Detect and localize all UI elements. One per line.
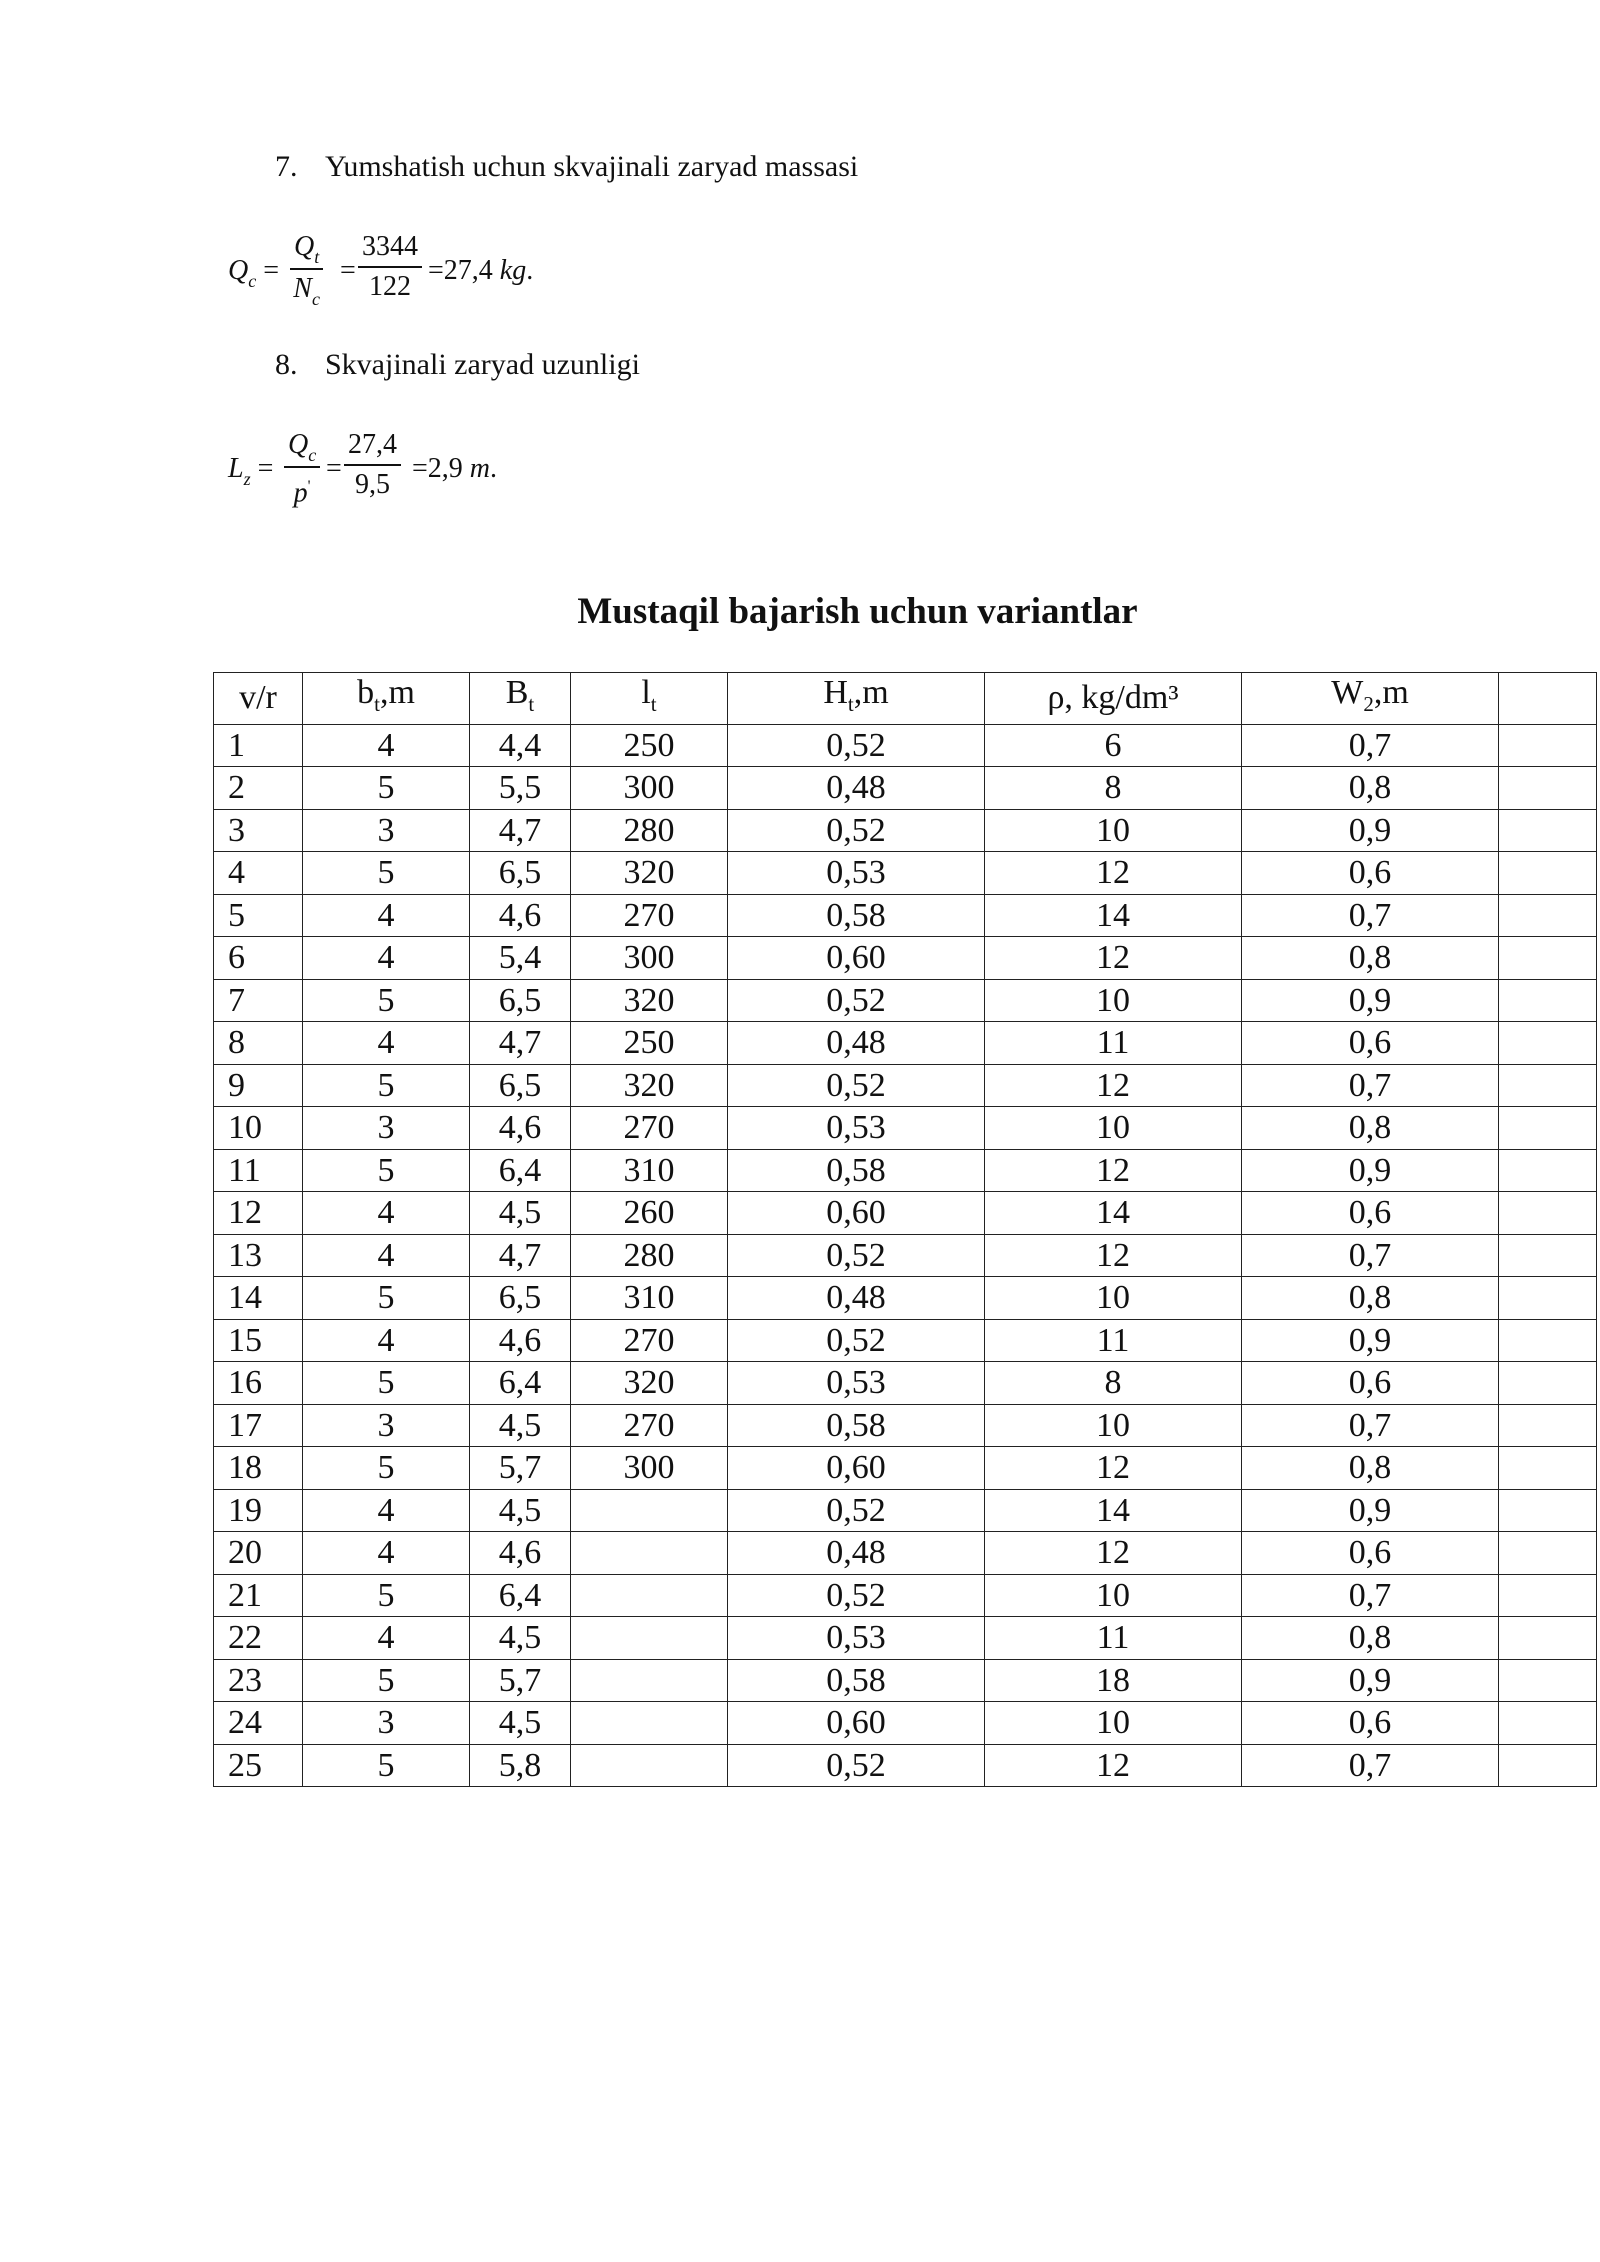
table-cell: 4,5	[470, 1404, 571, 1447]
table-cell	[1499, 767, 1597, 810]
table-cell	[1499, 809, 1597, 852]
table-cell: 0,8	[1242, 767, 1499, 810]
table-cell: 0,58	[728, 1149, 985, 1192]
table-cell: 0,9	[1242, 809, 1499, 852]
table-cell: 4	[303, 1319, 470, 1362]
fraction-numerator-sub: c	[308, 445, 317, 465]
fraction-denominator-sub: c	[311, 289, 320, 309]
table-cell: 0,9	[1242, 979, 1499, 1022]
table-cell: 22	[214, 1617, 303, 1660]
table-cell: 4	[303, 1532, 470, 1575]
table-cell: 0,52	[728, 809, 985, 852]
table-cell: 12	[985, 1064, 1242, 1107]
table-cell: 10	[985, 1277, 1242, 1320]
table-cell	[1499, 1022, 1597, 1065]
table-cell: 0,8	[1242, 1277, 1499, 1320]
table-cell: 10	[985, 1404, 1242, 1447]
table-cell: 0,60	[728, 937, 985, 980]
table-cell: 0,53	[728, 1362, 985, 1405]
table-cell: 0,52	[728, 1319, 985, 1362]
table-cell: 300	[571, 767, 728, 810]
table-row	[214, 1022, 1597, 1065]
table-cell: 12	[985, 1744, 1242, 1787]
table-cell: 4	[303, 1617, 470, 1660]
table-cell: 0,48	[728, 1532, 985, 1575]
table-cell: 0,52	[728, 724, 985, 767]
table-cell: 10	[985, 1574, 1242, 1617]
table-row	[214, 1532, 1597, 1575]
table-cell: 21	[214, 1574, 303, 1617]
table-cell	[571, 1489, 728, 1532]
table-cell: 4,6	[470, 1532, 571, 1575]
table-cell	[1499, 1744, 1597, 1787]
table-cell: 250	[571, 724, 728, 767]
list-item-8	[275, 348, 640, 382]
table-cell: 3	[303, 1404, 470, 1447]
table-cell	[1499, 1702, 1597, 1745]
table-cell	[1499, 1192, 1597, 1235]
table-cell: 0,52	[728, 1234, 985, 1277]
table-cell: 0,58	[728, 1659, 985, 1702]
table-cell: 0,60	[728, 1702, 985, 1745]
table-cell: 18	[985, 1659, 1242, 1702]
table-cell: 0,58	[728, 1404, 985, 1447]
table-cell	[1499, 1532, 1597, 1575]
fraction-numerator-value: 3344	[358, 228, 422, 268]
table-cell: 5	[303, 1447, 470, 1490]
formula-unit: m	[469, 453, 491, 484]
item-number: 8.	[275, 348, 298, 381]
table-cell: 12	[985, 1234, 1242, 1277]
table-row	[214, 1744, 1597, 1787]
table-cell: 0,9	[1242, 1319, 1499, 1362]
table-cell: 300	[571, 1447, 728, 1490]
fraction-symbolic	[290, 228, 323, 310]
table-cell: 23	[214, 1659, 303, 1702]
table-cell: 0,8	[1242, 1447, 1499, 1490]
column-header: $W_2,m$	[1242, 673, 1499, 725]
table-cell: 4,6	[470, 1319, 571, 1362]
table-cell: 8	[985, 1362, 1242, 1405]
table-cell: 270	[571, 1404, 728, 1447]
table-cell: 5	[303, 979, 470, 1022]
table-cell	[1499, 894, 1597, 937]
table-cell: 19	[214, 1489, 303, 1532]
fraction-denominator: N	[293, 273, 312, 304]
table-row	[214, 1064, 1597, 1107]
column-header: $l_t$	[571, 673, 728, 725]
table-cell	[1499, 1107, 1597, 1150]
fraction-numerator-value: 27,4	[344, 426, 401, 466]
table-row	[214, 1702, 1597, 1745]
table-cell	[1499, 724, 1597, 767]
table-cell: 20	[214, 1532, 303, 1575]
table-row	[214, 724, 1597, 767]
table-cell: 4	[303, 1489, 470, 1532]
table-cell: 11	[985, 1022, 1242, 1065]
item-text: Yumshatish uchun skvajinali zaryad massasi	[325, 150, 859, 183]
table-row	[214, 979, 1597, 1022]
table-cell: 14	[985, 1192, 1242, 1235]
table-cell: 0,6	[1242, 1362, 1499, 1405]
equals-sign: =	[412, 453, 428, 484]
table-cell: 0,6	[1242, 852, 1499, 895]
table-cell: 4	[303, 1192, 470, 1235]
table-row	[214, 1234, 1597, 1277]
table-body	[214, 724, 1597, 1787]
formula-result: 27,4	[443, 255, 493, 286]
table-cell: 0,53	[728, 852, 985, 895]
table-cell: 6,5	[470, 1064, 571, 1107]
table-cell: 12	[985, 937, 1242, 980]
table-cell: 10	[985, 1702, 1242, 1745]
table-cell	[1499, 1574, 1597, 1617]
table-cell: 10	[985, 809, 1242, 852]
table-cell: 4,7	[470, 1022, 571, 1065]
table-cell: 6,5	[470, 1277, 571, 1320]
column-header: $b_t,m$	[303, 673, 470, 725]
fraction-numerator: Q	[294, 231, 315, 262]
table-cell: 11	[214, 1149, 303, 1192]
table-cell: 0,52	[728, 1574, 985, 1617]
table-cell: 4,6	[470, 1107, 571, 1150]
column-header: v/r	[214, 673, 303, 725]
table-cell: 4	[303, 937, 470, 980]
table-cell: 260	[571, 1192, 728, 1235]
table-cell: 310	[571, 1277, 728, 1320]
table-cell: 6,5	[470, 852, 571, 895]
table-cell: 7	[214, 979, 303, 1022]
table-cell: 12	[985, 1447, 1242, 1490]
table-cell: 270	[571, 894, 728, 937]
table-cell: 18	[214, 1447, 303, 1490]
table-cell: 0,52	[728, 1064, 985, 1107]
table-cell: 4,7	[470, 809, 571, 852]
table-row	[214, 1362, 1597, 1405]
table-cell: 12	[985, 852, 1242, 895]
table-cell: 4	[303, 1022, 470, 1065]
table-cell: 320	[571, 852, 728, 895]
table-cell: 14	[985, 894, 1242, 937]
table-cell: 0,60	[728, 1192, 985, 1235]
formula-lhs-sub: z	[243, 469, 251, 489]
table-cell: 6,4	[470, 1362, 571, 1405]
equals-sign: =	[326, 453, 342, 484]
table-cell: 11	[985, 1319, 1242, 1362]
table-cell: 0,53	[728, 1107, 985, 1150]
table-cell: 270	[571, 1319, 728, 1362]
formula-lhs: Q	[228, 255, 249, 286]
list-item-7	[275, 150, 858, 184]
table-cell	[571, 1617, 728, 1660]
table-cell: 5,7	[470, 1659, 571, 1702]
table-cell: 5	[214, 894, 303, 937]
table-cell: 10	[985, 1107, 1242, 1150]
table-cell	[1499, 1234, 1597, 1277]
table-cell: 0,7	[1242, 1064, 1499, 1107]
table-cell: 2	[214, 767, 303, 810]
table-cell: 280	[571, 1234, 728, 1277]
table-cell: 0,7	[1242, 724, 1499, 767]
table-cell: 12	[214, 1192, 303, 1235]
table-cell	[1499, 1404, 1597, 1447]
column-header: $B_t$	[470, 673, 571, 725]
table-cell: 5	[303, 1277, 470, 1320]
column-header: ρ, kg/dm³	[985, 673, 1242, 725]
formula-unit: kg	[499, 255, 527, 286]
table-row	[214, 1149, 1597, 1192]
table-cell: 320	[571, 1362, 728, 1405]
table-cell: 320	[571, 1064, 728, 1107]
fraction-denominator-value: 122	[369, 271, 411, 302]
table-cell: 5	[303, 1149, 470, 1192]
table-cell: 3	[303, 1702, 470, 1745]
formula-lhs-sub: c	[248, 271, 257, 291]
table-row	[214, 1617, 1597, 1660]
table-cell: 0,7	[1242, 1744, 1499, 1787]
table-cell	[1499, 1362, 1597, 1405]
table-cell: 6,4	[470, 1149, 571, 1192]
fraction-denominator-prime: '	[307, 478, 311, 495]
table-cell	[1499, 1277, 1597, 1320]
table-row	[214, 894, 1597, 937]
table-cell	[571, 1744, 728, 1787]
table-cell	[1499, 979, 1597, 1022]
section-heading: Mustaqil bajarish uchun variantlar	[577, 591, 1138, 632]
table-cell: 4,4	[470, 724, 571, 767]
table-cell: 15	[214, 1319, 303, 1362]
table-cell: 0,7	[1242, 1234, 1499, 1277]
table-cell: 0,48	[728, 1277, 985, 1320]
fraction-symbolic	[284, 426, 320, 512]
table-cell: 5	[303, 1744, 470, 1787]
table-cell: 0,48	[728, 767, 985, 810]
table-cell: 0,58	[728, 894, 985, 937]
column-header	[1499, 673, 1597, 725]
table-cell	[1499, 1617, 1597, 1660]
equals-sign: =	[257, 453, 274, 484]
table-cell: 6,4	[470, 1574, 571, 1617]
table-cell: 12	[985, 1532, 1242, 1575]
table-cell	[1499, 1149, 1597, 1192]
column-header: $H_t,m$	[728, 673, 985, 725]
table-cell: 0,8	[1242, 1617, 1499, 1660]
table-cell: 4,5	[470, 1702, 571, 1745]
fraction-denominator-value: 9,5	[355, 469, 390, 500]
table-row	[214, 1659, 1597, 1702]
table-cell: 0,6	[1242, 1192, 1499, 1235]
table-cell: 0,9	[1242, 1149, 1499, 1192]
table-row	[214, 852, 1597, 895]
table-row	[214, 937, 1597, 980]
table-row	[214, 1404, 1597, 1447]
table-cell: 0,7	[1242, 1574, 1499, 1617]
table-cell	[1499, 1659, 1597, 1702]
table-cell: 24	[214, 1702, 303, 1745]
table-cell: 12	[985, 1149, 1242, 1192]
fraction-numerator-sub: t	[314, 247, 320, 267]
table-cell: 5	[303, 767, 470, 810]
formula-lhs: L	[228, 453, 244, 484]
formula-result: 2,9	[427, 453, 463, 484]
equals-sign: =	[340, 255, 356, 286]
table-row	[214, 1489, 1597, 1532]
table-cell: 4,5	[470, 1617, 571, 1660]
table-row	[214, 1447, 1597, 1490]
table-cell: 0,9	[1242, 1489, 1499, 1532]
table-cell	[571, 1574, 728, 1617]
table-cell	[1499, 852, 1597, 895]
table-cell: 8	[985, 767, 1242, 810]
table-cell	[1499, 1064, 1597, 1107]
table-cell: 4,6	[470, 894, 571, 937]
table-cell: 10	[214, 1107, 303, 1150]
table-cell: 17	[214, 1404, 303, 1447]
table-cell: 5,7	[470, 1447, 571, 1490]
table-row	[214, 1107, 1597, 1150]
formula-period: .	[526, 255, 534, 286]
item-number: 7.	[275, 150, 298, 183]
table-cell: 0,60	[728, 1447, 985, 1490]
table-cell: 5	[303, 1574, 470, 1617]
table-cell: 8	[214, 1022, 303, 1065]
table-cell: 5	[303, 1659, 470, 1702]
table-cell: 14	[214, 1277, 303, 1320]
fraction-numeric	[344, 426, 401, 504]
table-row	[214, 1277, 1597, 1320]
table-cell	[1499, 937, 1597, 980]
table-cell: 13	[214, 1234, 303, 1277]
table-cell: 0,6	[1242, 1022, 1499, 1065]
fraction-denominator: p	[293, 477, 308, 509]
table-cell: 4,7	[470, 1234, 571, 1277]
table-row	[214, 1574, 1597, 1617]
table-cell: 0,6	[1242, 1702, 1499, 1745]
table-row	[214, 1192, 1597, 1235]
table-row	[214, 767, 1597, 810]
table-cell: 0,6	[1242, 1532, 1499, 1575]
table-cell: 0,52	[728, 979, 985, 1022]
table-cell: 4	[303, 894, 470, 937]
table-cell: 4	[214, 852, 303, 895]
table-row	[214, 1319, 1597, 1362]
table-cell: 300	[571, 937, 728, 980]
table-cell: 6,5	[470, 979, 571, 1022]
table-cell: 1	[214, 724, 303, 767]
table-cell: 6	[985, 724, 1242, 767]
table-cell	[1499, 1447, 1597, 1490]
table-cell	[1499, 1489, 1597, 1532]
fraction-numeric	[358, 228, 422, 306]
table-cell: 270	[571, 1107, 728, 1150]
table-cell: 9	[214, 1064, 303, 1107]
table-cell	[1499, 1319, 1597, 1362]
table-cell: 3	[303, 1107, 470, 1150]
table-cell: 4,5	[470, 1489, 571, 1532]
table-cell: 3	[303, 809, 470, 852]
formula-period: .	[490, 453, 498, 484]
table-cell: 3	[214, 809, 303, 852]
table-cell: 0,52	[728, 1489, 985, 1532]
table-cell: 14	[985, 1489, 1242, 1532]
table-cell: 5	[303, 1064, 470, 1107]
equals-sign: =	[263, 255, 280, 286]
table-cell: 280	[571, 809, 728, 852]
table-cell: 320	[571, 979, 728, 1022]
table-cell: 0,9	[1242, 1659, 1499, 1702]
table-cell: 0,7	[1242, 894, 1499, 937]
table-cell	[571, 1659, 728, 1702]
fraction-numerator: Q	[288, 429, 309, 460]
table-cell: 0,8	[1242, 937, 1499, 980]
variants-table	[213, 672, 1597, 1787]
table-cell: 250	[571, 1022, 728, 1065]
table-row	[214, 809, 1597, 852]
table-cell: 4,5	[470, 1192, 571, 1235]
table-cell: 4	[303, 724, 470, 767]
table-cell: 10	[985, 979, 1242, 1022]
table-cell: 11	[985, 1617, 1242, 1660]
table-cell: 310	[571, 1149, 728, 1192]
table-cell: 4	[303, 1234, 470, 1277]
table-cell: 5	[303, 1362, 470, 1405]
table-cell: 5	[303, 852, 470, 895]
table-cell	[571, 1532, 728, 1575]
table-cell: 0,53	[728, 1617, 985, 1660]
table-cell: 5,5	[470, 767, 571, 810]
table-header-row	[214, 673, 1597, 725]
table-cell: 5,8	[470, 1744, 571, 1787]
table-cell: 0,48	[728, 1022, 985, 1065]
table-cell: 16	[214, 1362, 303, 1405]
table-cell: 6	[214, 937, 303, 980]
table-cell: 5,4	[470, 937, 571, 980]
table-cell: 25	[214, 1744, 303, 1787]
equals-sign: =	[428, 255, 444, 286]
table-cell	[571, 1702, 728, 1745]
table-cell: 0,8	[1242, 1107, 1499, 1150]
table-cell: 0,52	[728, 1744, 985, 1787]
table-cell: 0,7	[1242, 1404, 1499, 1447]
item-text: Skvajinali zaryad uzunligi	[325, 348, 640, 381]
